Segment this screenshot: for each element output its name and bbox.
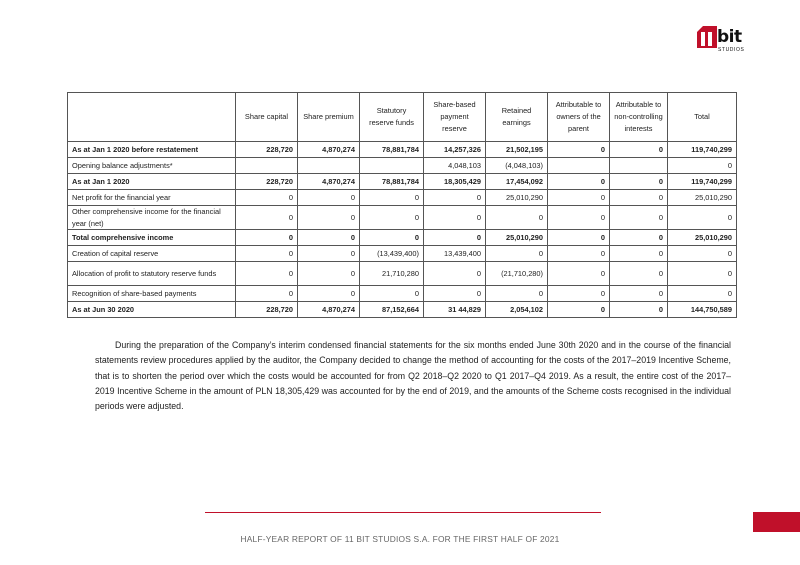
table-header-row [68,93,737,142]
row-label: As at Jun 30 2020 [68,302,236,318]
table-cell: 0 [548,206,610,230]
table-cell: 78,881,784 [360,174,424,190]
table-cell: 0 [424,262,486,286]
column-header: Share capital [236,93,298,142]
column-header: Retained earnings [486,93,548,142]
table-cell: 4,870,274 [298,174,360,190]
table-cell: 0 [610,286,668,302]
table-cell: (13,439,400) [360,246,424,262]
table-cell: 0 [610,174,668,190]
table-cell: 0 [610,246,668,262]
page-footer: HALF-YEAR REPORT OF 11 BIT STUDIOS S.A. FOR THE FIRST HALF OF 2021 [240,534,560,544]
row-label: Opening balance adjustments* [68,158,236,174]
column-header: Attributable to non-controlling interests [610,93,668,142]
table-row [68,174,737,190]
table-cell: 0 [610,142,668,158]
table-cell: 0 [298,190,360,206]
logo-text: bit [717,27,742,47]
table-cell: 14,257,326 [424,142,486,158]
table-cell: 119,740,299 [668,142,737,158]
footer-divider [205,512,601,513]
table-cell: 25,010,290 [486,230,548,246]
logo-mark-icon [695,24,717,50]
row-label: Recognition of share-based payments [68,286,236,302]
table-cell: 0 [360,190,424,206]
table-cell: 87,152,664 [360,302,424,318]
table-cell: (21,710,280) [486,262,548,286]
column-header: Attributable to owners of the parent [548,93,610,142]
table-cell [236,158,298,174]
table-cell: 0 [668,286,737,302]
row-label: Allocation of profit to statutory reserve funds [68,262,236,286]
table-cell: 228,720 [236,174,298,190]
page-corner-marker [753,512,800,532]
table-cell: 18,305,429 [424,174,486,190]
column-header [68,93,236,142]
table-cell: 0 [548,190,610,206]
table-cell: 0 [610,206,668,230]
row-label: Other comprehensive income for the financial year (net) [68,206,236,230]
row-label: As at Jan 1 2020 before restatement [68,142,236,158]
table-row [68,142,737,158]
table-cell [610,158,668,174]
row-label: Net profit for the financial year [68,190,236,206]
table-cell: 0 [548,286,610,302]
table-cell: 0 [360,206,424,230]
table-cell: 119,740,299 [668,174,737,190]
table-row [68,206,737,230]
table-cell: 0 [548,302,610,318]
table-cell: 0 [236,190,298,206]
table-cell: 228,720 [236,302,298,318]
table-cell: 0 [610,230,668,246]
table-cell: 0 [548,246,610,262]
table-cell: 0 [610,190,668,206]
table-cell: 78,881,784 [360,142,424,158]
column-header: Share-based payment reserve [424,93,486,142]
table-row [68,262,737,286]
table-cell: 0 [360,286,424,302]
body-paragraph: During the preparation of the Company’s interim condensed financial statements for the six months ended June 30th 2020 and in the course of the financial statements review procedures applied by the auditor, the Company decided to change the method of accounting for the costs of the 2017–2019 Incentive Scheme, that is to shorten the period over which the costs would be accounted for from Q2 2018–Q2 2020 to Q1 2017–Q4 2019. As a result, the entire cost of the 2017–2019 Incentive Scheme in the amount of PLN 18,305,429 was accounted for by the end of 2019, and the amounts of the Scheme costs recognised in the individual periods were adjusted. [95,340,731,412]
table-cell: 0 [424,206,486,230]
table-cell: 0 [298,230,360,246]
table-cell: 0 [424,190,486,206]
table-cell: 0 [298,206,360,230]
table-cell: 0 [486,206,548,230]
table-cell: (4,048,103) [486,158,548,174]
table-cell: 0 [486,286,548,302]
table-cell: 25,010,290 [668,190,737,206]
table-cell [360,158,424,174]
column-header: Statutory reserve funds [360,93,424,142]
table-cell: 21,502,195 [486,142,548,158]
table-cell: 0 [486,246,548,262]
table-cell: 0 [360,230,424,246]
table-cell: 0 [236,230,298,246]
table-cell: 0 [668,246,737,262]
table-cell: 25,010,290 [486,190,548,206]
table-cell: 4,870,274 [298,302,360,318]
column-header: Share premium [298,93,360,142]
table-cell [298,158,360,174]
equity-changes-table [67,92,737,318]
table-cell: 0 [668,206,737,230]
table-cell: 0 [298,246,360,262]
table-cell: 0 [236,262,298,286]
table-cell: 0 [548,174,610,190]
table-cell: 25,010,290 [668,230,737,246]
company-logo [695,22,755,54]
table-cell: 228,720 [236,142,298,158]
table-row [68,158,737,174]
table-row [68,190,737,206]
table-cell: 0 [548,230,610,246]
table-cell: 4,048,103 [424,158,486,174]
table-cell: 4,870,274 [298,142,360,158]
table-row [68,246,737,262]
table-cell: 2,054,102 [486,302,548,318]
logo-subtext: STUDIOS [718,47,745,53]
table-cell: 31 44,829 [424,302,486,318]
table-cell: 144,750,589 [668,302,737,318]
table-cell: 0 [424,230,486,246]
table-cell: 0 [236,206,298,230]
row-label: As at Jan 1 2020 [68,174,236,190]
table-cell: 21,710,280 [360,262,424,286]
row-label: Creation of capital reserve [68,246,236,262]
table-cell: 0 [610,262,668,286]
table-cell: 0 [548,262,610,286]
column-header: Total [668,93,737,142]
table-cell: 0 [298,262,360,286]
table-cell: 0 [668,158,737,174]
table-cell: 0 [236,286,298,302]
table-cell: 13,439,400 [424,246,486,262]
table-cell: 0 [298,286,360,302]
table-row [68,230,737,246]
table-row [68,286,737,302]
row-label: Total comprehensive income [68,230,236,246]
table-cell: 0 [236,246,298,262]
table-row [68,302,737,318]
table-cell: 0 [668,262,737,286]
table-cell: 0 [610,302,668,318]
table-cell: 17,454,092 [486,174,548,190]
table-cell [548,158,610,174]
table-cell: 0 [548,142,610,158]
table-cell: 0 [424,286,486,302]
